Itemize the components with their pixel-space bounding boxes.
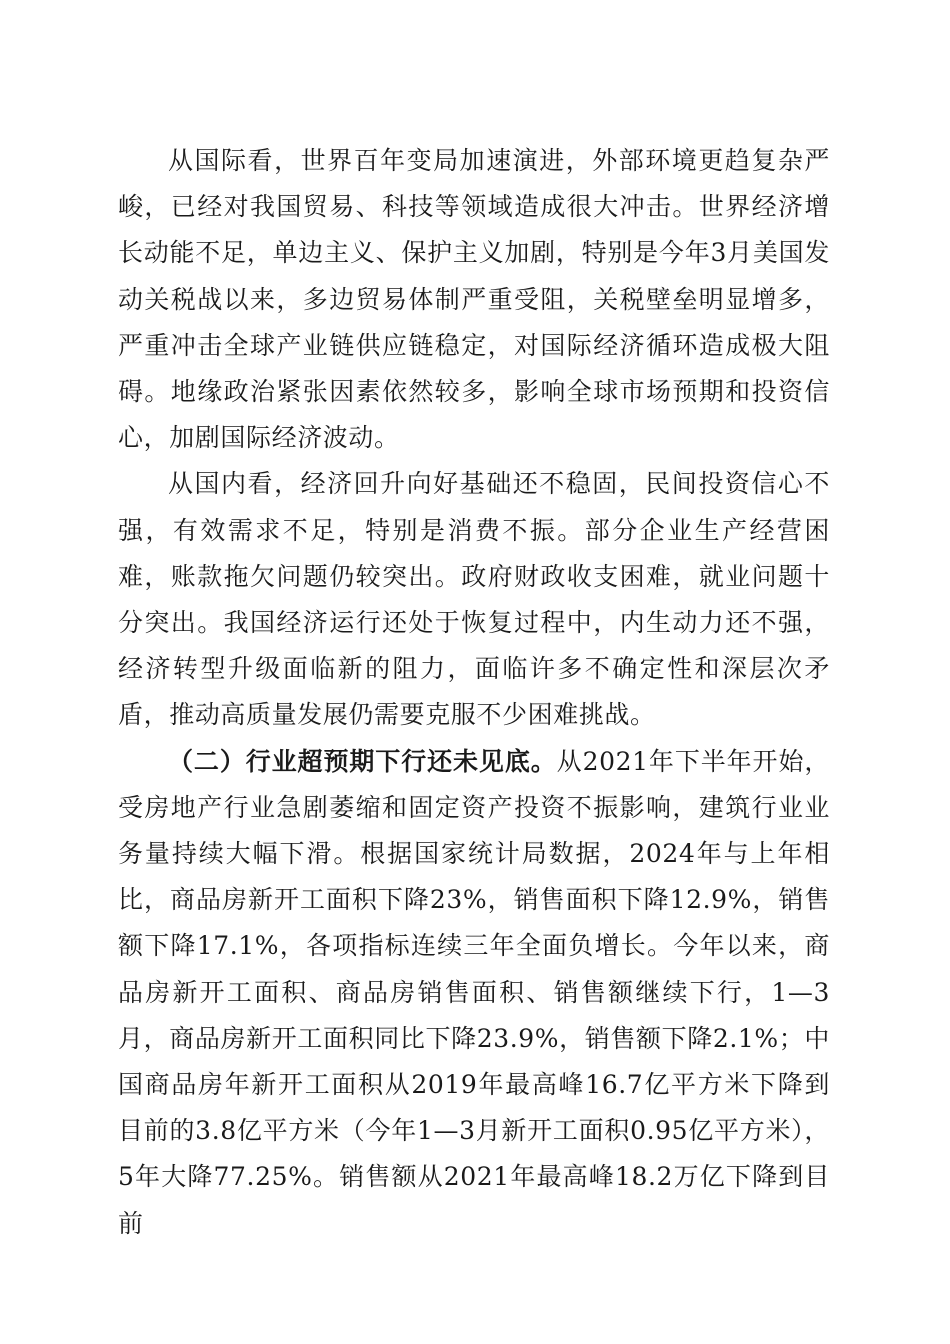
section-heading-industry: （二）行业超预期下行还未见底。 xyxy=(168,746,557,776)
document-body xyxy=(118,138,830,1247)
paragraph-international-text: 从国际看，世界百年变局加速演进，外部环境更趋复杂严峻，已经对我国贸易、科技等领域造成很大冲击。世界经济增长动能不足，单边主义、保护主义加剧，特别是今年3月美国发动关税战以来，多边贸易体制严重受阻，关税壁垒明显增多，严重冲击全球产业链供应链稳定，对国际经济循环造成极大阻碍。地缘政治紧张因素依然较多，影响全球市场预期和投资信心，加剧国际经济波动。 xyxy=(118,146,830,453)
paragraph-industry-decline-text: 从2021年下半年开始，受房地产行业急剧萎缩和固定资产投资不振影响，建筑行业业务量持续大幅下滑。根据国家统计局数据，2024年与上年相比，商品房新开工面积下降23%，销售面积下降12.9%，销售额下降17.1%，各项指标连续三年全面负增长。今年以来，商品房新开工面积、商品房销售面积、销售额继续下行，1—3月，商品房新开工面积同比下降23.9%，销售额下降2.1%；中国商品房年新开工面积从2019年最高峰16.7亿平方米下降到目前的3.8亿平方米（今年1—3月新开工面积0.95亿平方米），5年大降77.25%。销售额从2021年最高峰18.2万亿下降到目前 xyxy=(118,746,830,1238)
paragraph-domestic xyxy=(118,461,830,738)
paragraph-domestic-text: 从国内看，经济回升向好基础还不稳固，民间投资信心不强，有效需求不足，特别是消费不振。部分企业生产经营困难，账款拖欠问题仍较突出。政府财政收支困难，就业问题十分突出。我国经济运行还处于恢复过程中，内生动力还不强，经济转型升级面临新的阻力，面临许多不确定性和深层次矛盾，推动高质量发展仍需要克服不少困难挑战。 xyxy=(118,469,830,730)
paragraph-industry-decline xyxy=(118,739,830,1247)
paragraph-international xyxy=(118,138,830,461)
